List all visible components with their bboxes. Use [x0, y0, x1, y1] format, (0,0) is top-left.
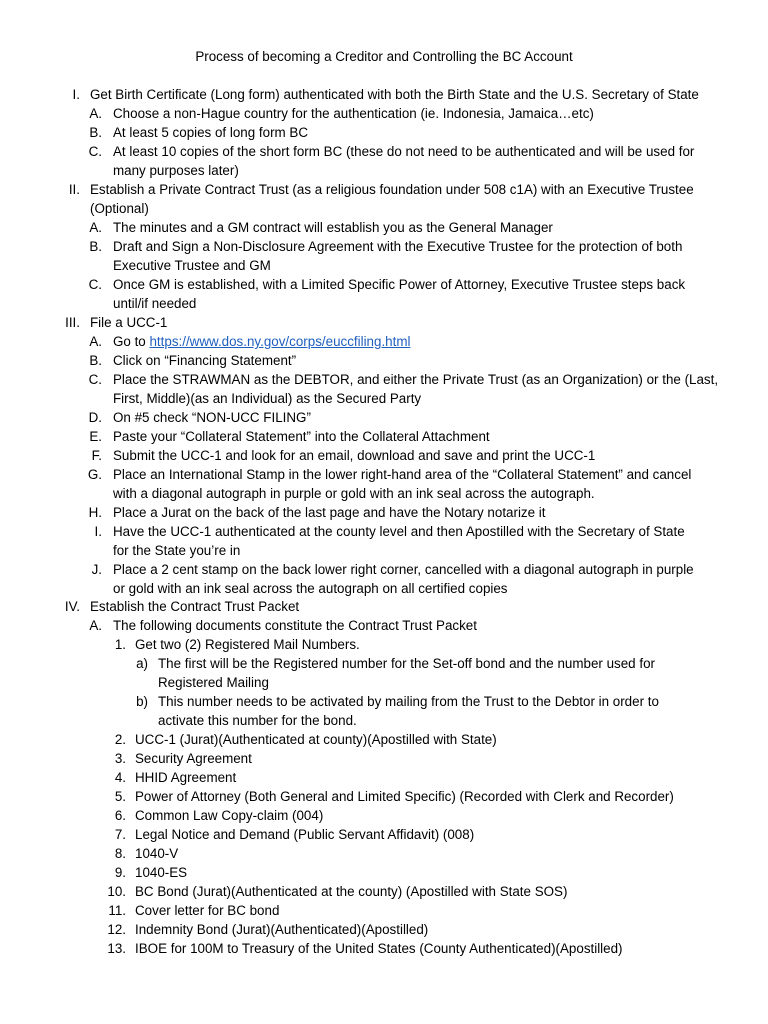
section-heading: Get Birth Certificate (Long form) authenticated with both the Birth State and the U.S. Secretary of State [90, 87, 699, 102]
item-letter: C. [88, 277, 102, 292]
list-item-text: The following documents constitute the Contract Trust Packet [113, 618, 477, 633]
numbered-item-text: BC Bond (Jurat)(Authenticated at the county) (Apostilled with State SOS) [135, 884, 568, 899]
item-letter: A. [89, 220, 102, 235]
list-item-text: Click on “Financing Statement” [113, 353, 297, 368]
section-numeral: I. [72, 87, 80, 102]
item-letter: J. [91, 562, 102, 577]
item-number: 10. [107, 884, 126, 899]
numbered-item-text: 1040-V [135, 846, 179, 861]
list-item-text: At least 5 copies of long form BC [113, 125, 309, 140]
numbered-item-text: 1040-ES [135, 865, 188, 880]
item-letter: C. [88, 144, 102, 159]
list-item-text-continued: until/if needed [113, 296, 197, 311]
item-letter: I. [94, 524, 102, 539]
section-heading-continued: (Optional) [90, 201, 149, 216]
item-number: 6. [114, 808, 126, 823]
item-letter: H. [88, 505, 102, 520]
ucc-filing-link[interactable]: https://www.dos.ny.gov/corps/euccfiling.html [149, 334, 411, 349]
sub-item-letter: a) [136, 656, 148, 671]
list-item-text: Have the UCC-1 authenticated at the county level and then Apostilled with the Secretary of State [113, 524, 685, 539]
item-number: 2. [114, 732, 126, 747]
section-numeral: IV. [64, 599, 80, 614]
list-item-text: The minutes and a GM contract will establish you as the General Manager [113, 220, 553, 235]
section-heading: Establish the Contract Trust Packet [90, 599, 300, 614]
section-numeral: III. [65, 315, 80, 330]
list-item-text: On #5 check “NON-UCC FILING” [113, 410, 311, 425]
item-letter: E. [89, 429, 102, 444]
sub-item-text: The first will be the Registered number for the Set-off bond and the number used for [158, 656, 655, 671]
sub-item-text-continued: Registered Mailing [158, 675, 269, 690]
document-title: Process of becoming a Creditor and Controlling the BC Account [195, 49, 573, 64]
list-item-text-continued: or gold with an ink seal across the autograph on all certified copies [113, 581, 508, 596]
list-item-text-continued: First, Middle)(as an Individual) as the Secured Party [113, 391, 422, 406]
numbered-item-text: IBOE for 100M to Treasury of the United States (County Authenticated)(Apostilled) [135, 941, 623, 956]
sub-item-text-continued: activate this number for the bond. [158, 713, 357, 728]
item-letter: G. [87, 467, 102, 482]
list-item-text: Place a 2 cent stamp on the back lower right corner, cancelled with a diagonal autograph in purple [113, 562, 694, 577]
list-item-text: At least 10 copies of the short form BC (these do not need to be authenticated and will be used for [113, 144, 695, 159]
numbered-item-text: UCC-1 (Jurat)(Authenticated at county)(Apostilled with State) [135, 732, 497, 747]
list-item-text: Place the STRAWMAN as the DEBTOR, and either the Private Trust (as an Organization) or the (Last, [113, 372, 719, 387]
section-heading: Establish a Private Contract Trust (as a religious foundation under 508 c1A) with an Executive Trustee [90, 182, 694, 197]
list-item-text-continued: Executive Trustee and GM [113, 258, 271, 273]
sub-item-text: This number needs to be activated by mailing from the Trust to the Debtor in order to [158, 694, 659, 709]
sub-item-letter: b) [136, 694, 148, 709]
list-item-text: Once GM is established, with a Limited Specific Power of Attorney, Executive Trustee steps back [113, 277, 686, 292]
section-heading: File a UCC-1 [90, 315, 168, 330]
item-number: 4. [114, 770, 126, 785]
item-letter: A. [89, 618, 102, 633]
numbered-item-text: Security Agreement [135, 751, 252, 766]
link-prefix-text: Go to [113, 334, 150, 349]
item-letter: F. [91, 448, 102, 463]
list-item-text: Draft and Sign a Non-Disclosure Agreement with the Executive Trustee for the protection of both [113, 239, 683, 254]
list-item-text: Submit the UCC-1 and look for an email, download and save and print the UCC-1 [113, 448, 596, 463]
list-item-text: Paste your “Collateral Statement” into the Collateral Attachment [113, 429, 490, 444]
list-item-text-continued: with a diagonal autograph in purple or gold with an ink seal across the autograph. [113, 486, 595, 501]
list-item-text [113, 332, 410, 351]
item-letter: B. [89, 239, 102, 254]
list-item-text: Place an International Stamp in the lower right-hand area of the “Collateral Statement” and cancel [113, 467, 692, 482]
item-number: 8. [114, 846, 126, 861]
numbered-item-text: Indemnity Bond (Jurat)(Authenticated)(Apostilled) [135, 922, 429, 937]
item-number: 5. [114, 789, 126, 804]
item-number: 11. [108, 903, 126, 918]
item-number: 13. [107, 941, 126, 956]
numbered-item-text: Legal Notice and Demand (Public Servant Affidavit) (008) [135, 827, 475, 842]
item-number: 1. [114, 637, 126, 652]
item-number: 12. [107, 922, 126, 937]
item-number: 3. [114, 751, 126, 766]
numbered-item-text: Common Law Copy-claim (004) [135, 808, 324, 823]
item-letter: C. [88, 372, 102, 387]
item-letter: A. [89, 334, 102, 349]
list-item-text-continued: for the State you’re in [113, 543, 241, 558]
item-number: 7. [114, 827, 126, 842]
numbered-item-text: Get two (2) Registered Mail Numbers. [135, 637, 360, 652]
item-letter: A. [89, 106, 102, 121]
list-item-text: Choose a non-Hague country for the authentication (ie. Indonesia, Jamaica…etc) [113, 106, 594, 121]
section-numeral: II. [68, 182, 80, 197]
list-item-text: Place a Jurat on the back of the last page and have the Notary notarize it [113, 505, 546, 520]
item-number: 9. [114, 865, 126, 880]
item-letter: D. [88, 410, 102, 425]
item-letter: B. [89, 353, 102, 368]
numbered-item-text: Power of Attorney (Both General and Limited Specific) (Recorded with Clerk and Recorder) [135, 789, 674, 804]
numbered-item-text: HHID Agreement [135, 770, 237, 785]
list-item-text-continued: many purposes later) [113, 163, 239, 178]
numbered-item-text: Cover letter for BC bond [135, 903, 280, 918]
item-letter: B. [89, 125, 102, 140]
